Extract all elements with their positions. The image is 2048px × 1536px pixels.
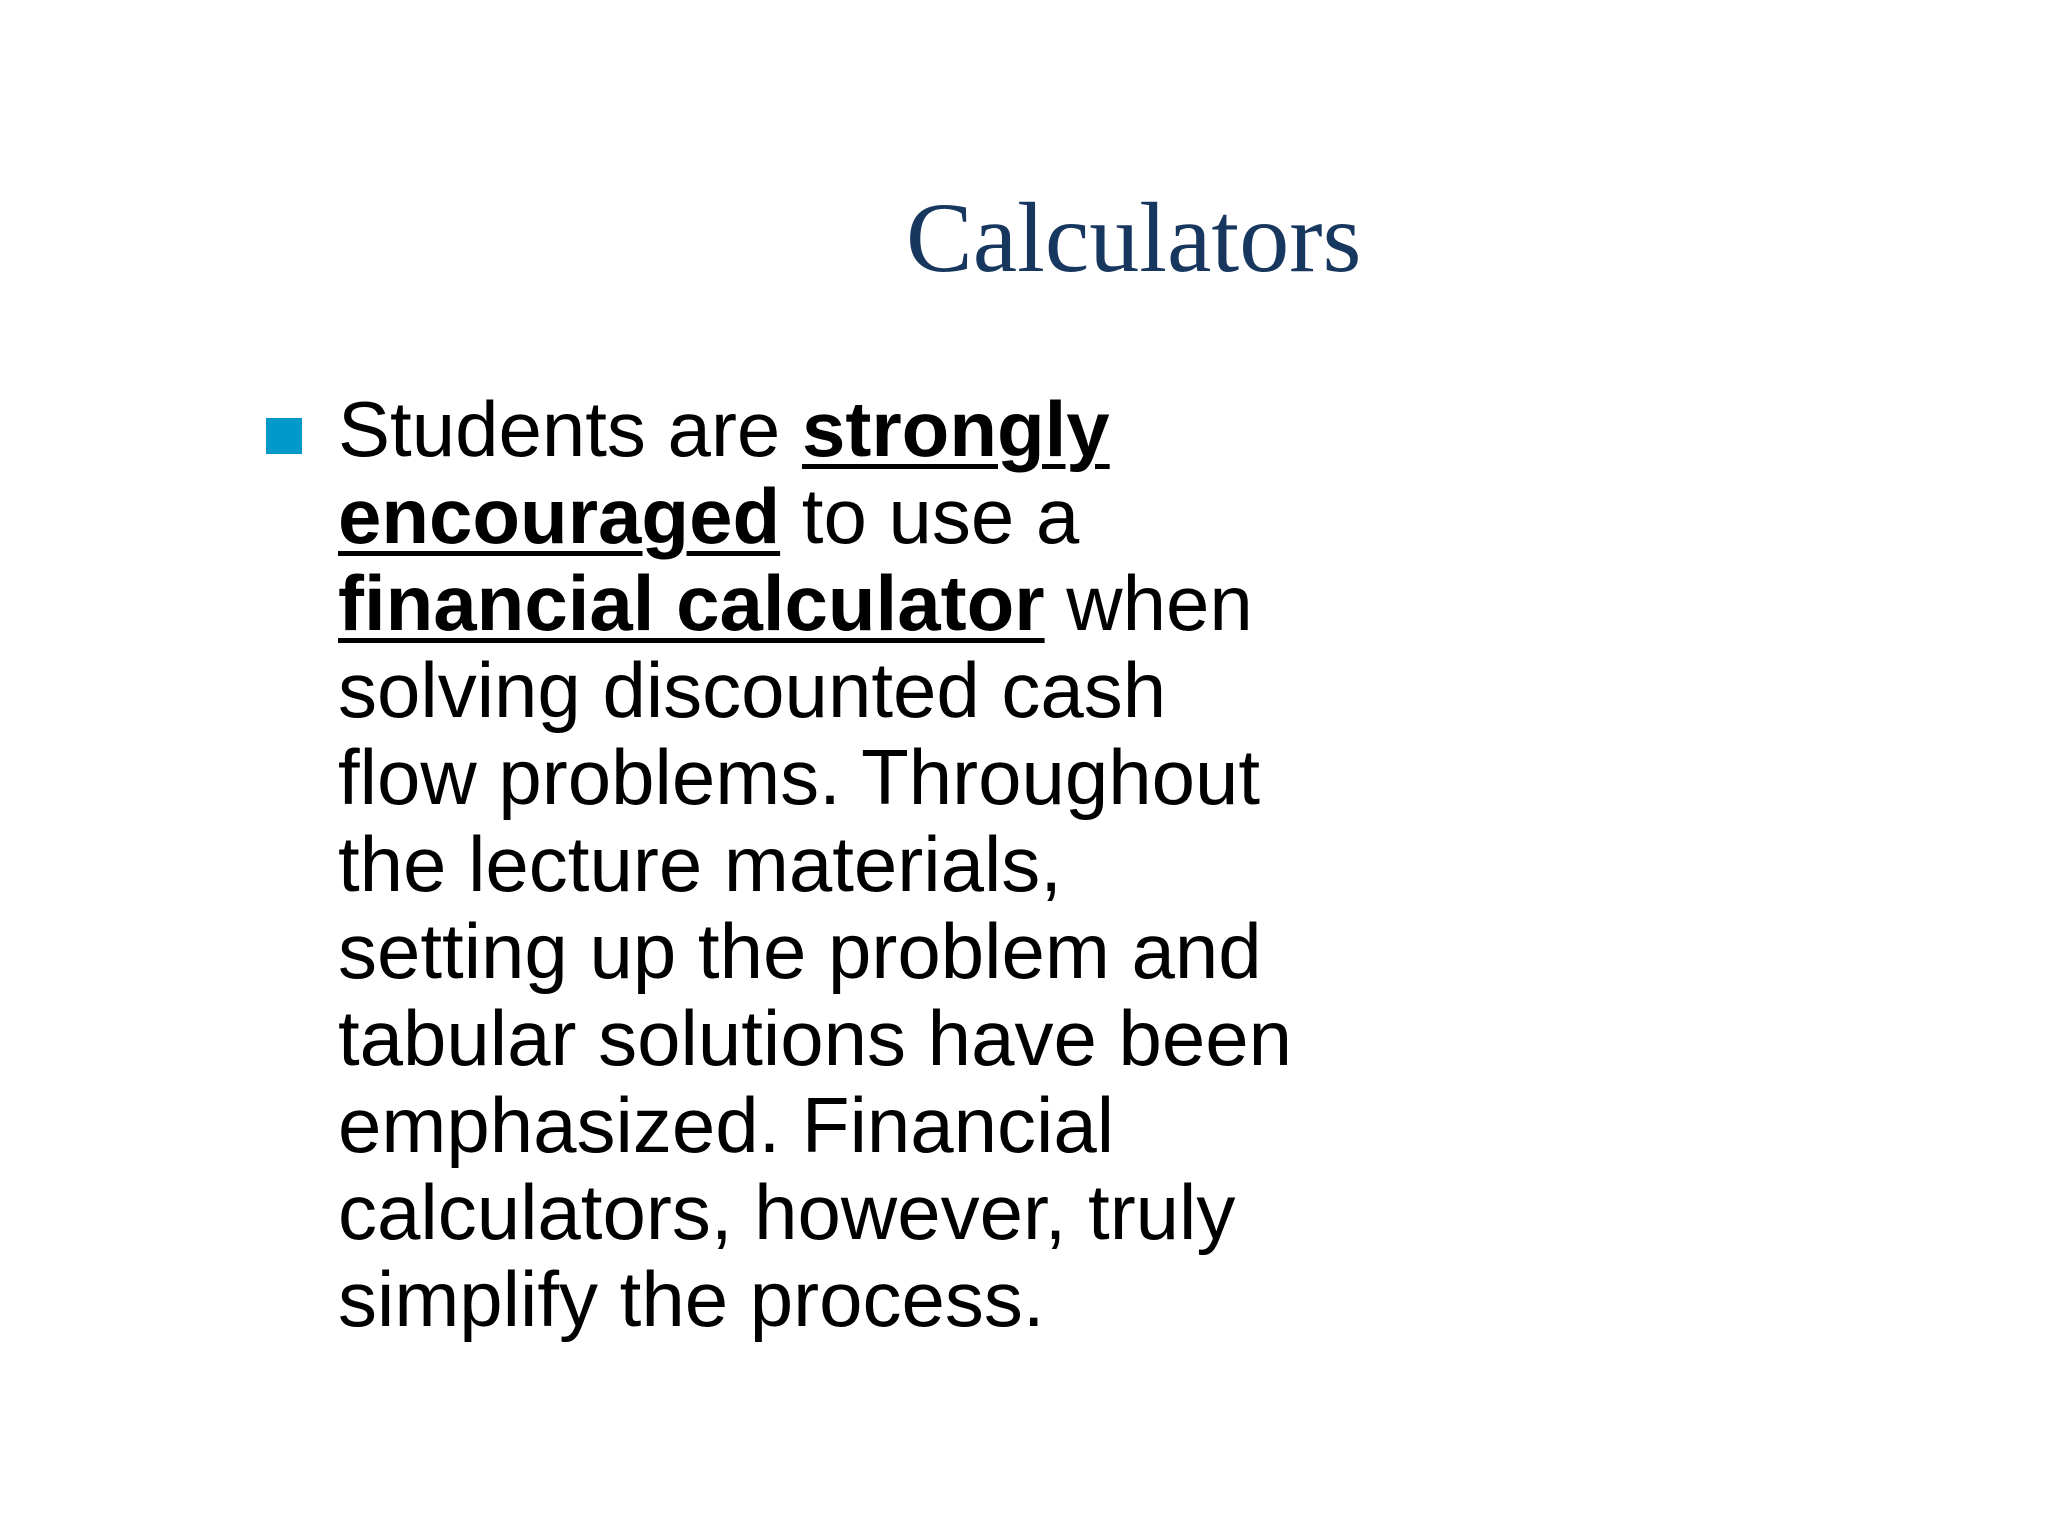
- line-text: calculators, however, truly: [338, 1168, 1236, 1256]
- line-text: tabular solutions have been: [338, 994, 1293, 1082]
- emphasized-text: strongly: [801, 385, 1110, 473]
- text-line: [338, 1082, 1292, 1169]
- line-text: setting up the problem and: [338, 907, 1262, 995]
- line-text: when: [1044, 559, 1253, 647]
- bullet-text: [338, 386, 1292, 1343]
- text-line: [338, 386, 1292, 473]
- emphasized-text: encouraged: [338, 472, 781, 560]
- text-line: [338, 1169, 1292, 1256]
- text-line: [338, 473, 1292, 560]
- emphasized-text: financial calculator: [338, 559, 1045, 647]
- line-text: the lecture materials,: [338, 820, 1062, 908]
- text-line: [338, 647, 1292, 734]
- line-text: to use a: [780, 472, 1080, 560]
- square-bullet-icon: [266, 418, 302, 454]
- slide-title: Calculators: [906, 182, 1362, 293]
- text-line: [338, 908, 1292, 995]
- line-text: flow problems. Throughout: [338, 733, 1261, 821]
- text-line: [338, 734, 1292, 821]
- line-text: simplify the process.: [338, 1255, 1045, 1343]
- line-text: solving discounted cash: [338, 646, 1167, 734]
- text-line: [338, 995, 1292, 1082]
- line-text: emphasized. Financial: [338, 1081, 1115, 1169]
- line-text: Students are: [338, 385, 802, 473]
- text-line: [338, 1256, 1292, 1343]
- text-line: [338, 560, 1292, 647]
- text-line: [338, 821, 1292, 908]
